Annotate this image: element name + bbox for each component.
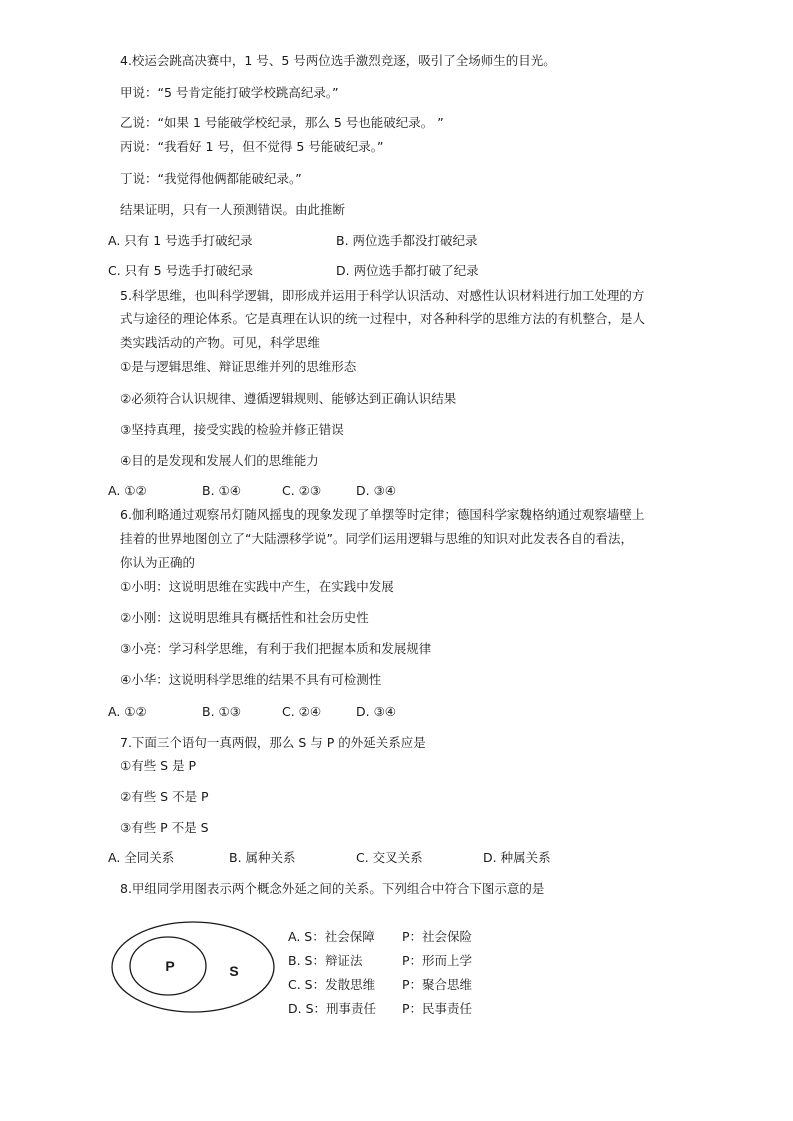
q4-statement-yi: 乙说：“如果 1 号能破学校纪录，那么 5 号也能破纪录。 ” — [120, 115, 444, 130]
q7-item-2: ②有些 S 不是 P — [120, 789, 209, 804]
q6-stem-line-3: 你认为正确的 — [120, 555, 196, 570]
q8-option-c-p: P：聚合思维 — [402, 977, 473, 992]
q7-option-a: A. 全同关系 — [108, 850, 175, 865]
q8-option-d-s: D. S：刑事责任 — [288, 1001, 377, 1016]
q8-option-a-p: P：社会保险 — [402, 929, 473, 944]
q4-statement-ding: 丁说：“我觉得他俩都能破纪录。” — [120, 171, 302, 186]
q5-stem-line-1: 5.科学思维，也叫科学逻辑，即形成并运用于科学认识活动、对感性认识材料进行加工处理的方 — [120, 288, 645, 303]
outer-ellipse-s — [112, 922, 274, 1012]
q4-option-c: C. 只有 5 号选手打破纪录 — [108, 263, 254, 278]
q6-option-b: B. ①③ — [202, 704, 241, 719]
q5-option-b: B. ①④ — [202, 483, 241, 498]
q6-option-d: D. ③④ — [356, 704, 396, 719]
q7-item-1: ①有些 S 是 P — [120, 758, 197, 773]
q5-option-c: C. ②③ — [282, 483, 322, 498]
q8-option-c-s: C. S：发散思维 — [288, 977, 376, 992]
q5-stem-line-3: 类实践活动的产物。可见，科学思维 — [120, 335, 321, 350]
q7-stem: 7.下面三个语句一真两假，那么 S 与 P 的外延关系应是 — [120, 735, 426, 750]
inner-label-p: P — [165, 958, 175, 974]
q5-item-2: ②必须符合认识规律、遵循逻辑规则、能够达到正确认识结果 — [120, 391, 457, 406]
q4-statement-jia: 甲说：“5 号肯定能打破学校跳高纪录。” — [120, 85, 339, 100]
q6-option-c: C. ②④ — [282, 704, 322, 719]
q7-option-c: C. 交叉关系 — [356, 850, 423, 865]
q4-option-a: A. 只有 1 号选手打破纪录 — [108, 233, 253, 248]
q5-option-d: D. ③④ — [356, 483, 396, 498]
q8-option-b-p: P：形而上学 — [402, 953, 473, 968]
q7-option-b: B. 属种关系 — [229, 850, 296, 865]
q6-stem-line-2: 挂着的世界地图创立了“大陆漂移学说”。同学们运用逻辑与思维的知识对此发表各自的看法， — [120, 531, 633, 546]
q6-item-3: ③小亮：学习科学思维，有利于我们把握本质和发展规律 — [120, 641, 432, 656]
q4-option-d: D. 两位选手都打破了纪录 — [336, 263, 479, 278]
q6-item-4: ④小华：这说明科学思维的结果不具有可检测性 — [120, 672, 382, 687]
q8-option-a-s: A. S：社会保障 — [288, 929, 375, 944]
q5-item-3: ③坚持真理，接受实践的检验并修正错误 — [120, 422, 344, 437]
q5-stem-line-2: 式与途径的理论体系。它是真理在认识的统一过程中，对各种科学的思维方法的有机整合，是人 — [120, 311, 646, 326]
q6-option-a: A. ①② — [108, 704, 147, 719]
q5-item-1: ①是与逻辑思维、辩证思维并列的思维形态 — [120, 359, 357, 374]
q5-item-4: ④目的是发现和发展人们的思维能力 — [120, 453, 319, 468]
q8-option-b-s: B. S：辩证法 — [288, 953, 363, 968]
q6-item-2: ②小刚：这说明思维具有概括性和社会历史性 — [120, 610, 369, 625]
concept-relation-diagram — [108, 918, 278, 1016]
q5-option-a: A. ①② — [108, 483, 147, 498]
q4-option-b: B. 两位选手都没打破纪录 — [336, 233, 478, 248]
outer-label-s: S — [229, 963, 239, 979]
q4-statement-bing: 丙说：“我看好 1 号，但不觉得 5 号能破纪录。” — [120, 139, 384, 154]
q7-option-d: D. 种属关系 — [483, 850, 551, 865]
q4-conclusion: 结果证明，只有一人预测错误。由此推断 — [120, 202, 346, 217]
q8-option-d-p: P：民事责任 — [402, 1001, 473, 1016]
q8-stem: 8.甲组同学用图表示两个概念外延之间的关系。下列组合中符合下图示意的是 — [120, 881, 545, 896]
q7-item-3: ③有些 P 不是 S — [120, 820, 209, 835]
q4-stem: 4.校运会跳高决赛中，1 号、5 号两位选手激烈竞逐，吸引了全场师生的目光。 — [120, 53, 556, 68]
q6-stem-line-1: 6.伽利略通过观察吊灯随风摇曳的现象发现了单摆等时定律；德国科学家魏格纳通过观察墙壁上 — [120, 507, 645, 522]
q6-item-1: ①小明：这说明思维在实践中产生，在实践中发展 — [120, 579, 394, 594]
